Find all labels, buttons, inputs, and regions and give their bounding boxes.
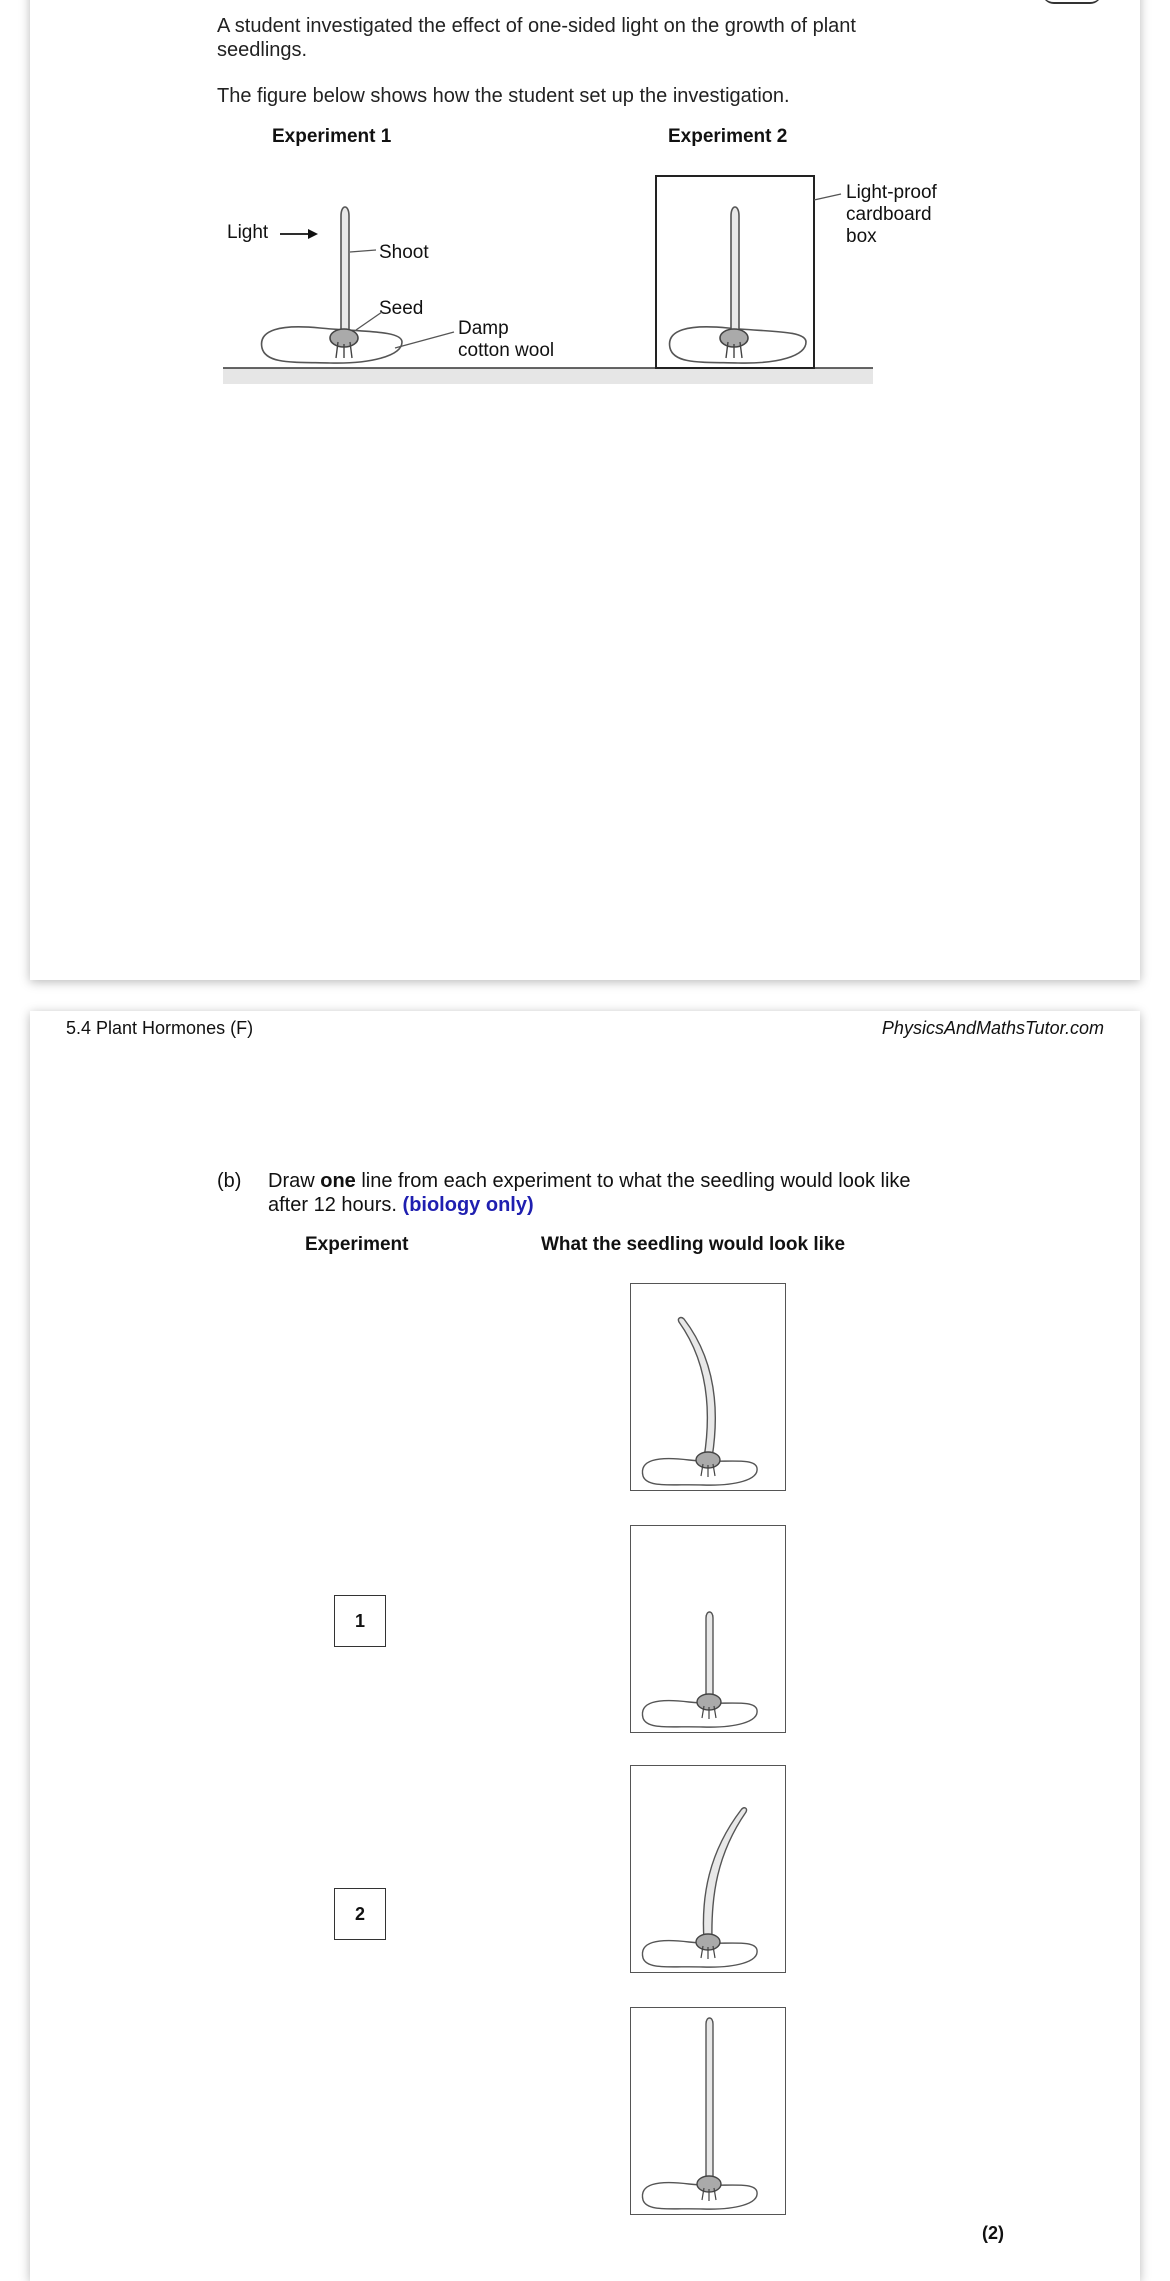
- seedling-straight-tall-icon: [631, 2008, 785, 2214]
- experiment2-title: Experiment 2: [668, 126, 788, 147]
- light-arrow-icon: [280, 229, 318, 239]
- header-site[interactable]: PhysicsAndMathsTutor.com: [881, 1018, 1104, 1038]
- column-header-seedling: What the seedling would look like: [541, 1234, 846, 1255]
- figure-intro-text: The figure below shows how the student set up the investigation.: [217, 85, 790, 107]
- seed-leader-line: [356, 312, 382, 330]
- box-label-line2: cardboard: [846, 204, 932, 225]
- seedling-bent-right-icon: [631, 1766, 785, 1972]
- experiment-box-1[interactable]: 1: [334, 1595, 386, 1647]
- seedling-straight-short-icon: [631, 1526, 785, 1732]
- shoot-leader-line: [350, 250, 376, 252]
- box-leader-line: [814, 194, 841, 200]
- seedling-option-bent-right[interactable]: [630, 1765, 786, 1973]
- damp-label-line1: Damp: [458, 318, 509, 339]
- intro-text-line1: A student investigated the effect of one-sided light on the growth of plant: [217, 15, 856, 37]
- box-label-line1: Light-proof: [846, 182, 937, 203]
- experiment1-title: Experiment 1: [272, 126, 392, 147]
- question-line2: [268, 1193, 534, 1217]
- question-post: line from each experiment to what the seedling would look like: [355, 1170, 911, 1192]
- marks-label: (2): [982, 2223, 1004, 2243]
- light-label: Light: [227, 222, 269, 243]
- seedling-option-straight-tall[interactable]: [630, 2007, 786, 2215]
- seed-label: Seed: [379, 298, 424, 319]
- question-line2-text: after 12 hours.: [268, 1194, 403, 1216]
- seedling-bent-left-icon: [631, 1284, 785, 1490]
- experiment2-seedling: [670, 207, 806, 363]
- box-label-line3: box: [846, 226, 877, 247]
- damp-leader-line: [395, 332, 454, 348]
- header-topic: 5.4 Plant Hormones (F): [66, 1018, 254, 1038]
- experiment-setup-figure: [30, 0, 1140, 980]
- question-pre: Draw: [268, 1170, 321, 1192]
- question-emphasis: one: [320, 1170, 356, 1192]
- intro-text-line2: seedlings.: [217, 39, 308, 61]
- question-page-2: [30, 1011, 1140, 2281]
- shoot-label: Shoot: [379, 242, 429, 263]
- bench-surface: [223, 368, 873, 384]
- part-label: (b): [217, 1170, 242, 1192]
- experiment1-seedling: [262, 207, 402, 363]
- question-page-1: [30, 0, 1140, 980]
- cotton-wool-shape: [262, 327, 402, 363]
- question-line1: [268, 1169, 911, 1193]
- damp-label-line2: cotton wool: [458, 340, 555, 361]
- seedling-option-straight-short[interactable]: [630, 1525, 786, 1733]
- shoot-shape: [341, 207, 349, 336]
- biology-only-tag: (biology only): [402, 1194, 534, 1216]
- column-header-experiment: Experiment: [305, 1234, 409, 1255]
- experiment-box-2[interactable]: 2: [334, 1888, 386, 1940]
- seedling-option-bent-left[interactable]: [630, 1283, 786, 1491]
